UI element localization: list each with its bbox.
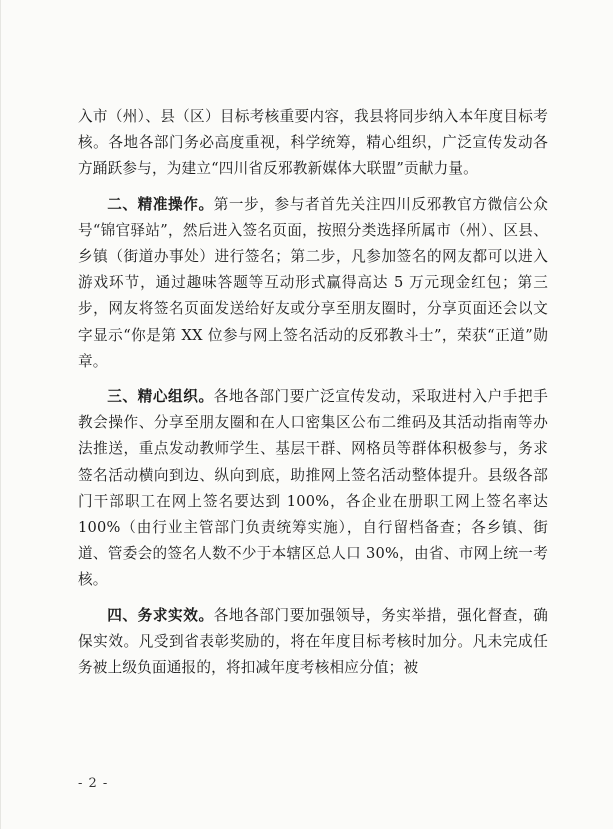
paragraph-text: 第一步，参与者首先关注四川反邪教官方微信公众号“锦官驿站”，然后进入签名页面，按照分类选择所属市（州）、区县、乡镇（街道办事处）进行签名；第二步，凡参加签名的网友都可以进入游戏环节，通过趣味答题等互动形式赢得高达 5 万元现金红包；第三步，网友将签名页面发送给好友或分享至朋友圈时，分享页面还会以文字显示“你是第 XX 位参与网上签名活动的反邪教斗士”，荣获“正道”勋章。 bbox=[78, 195, 549, 370]
paragraph-careful-organization bbox=[78, 384, 548, 594]
document-body bbox=[78, 104, 548, 690]
section-heading: 四、务求实效。 bbox=[107, 606, 214, 624]
section-heading: 三、精心组织。 bbox=[107, 388, 214, 406]
paragraph-text: 各地各部门要广泛宣传发动，采取进村入户手把手教会操作、分享至朋友圈和在人口密集区公布二维码及其活动指南等办法推送，重点发动教师学生、基层干群、网格员等群体积极参与，务求签名活动横向到边、纵向到底，助推网上签名活动整体提升。县级各部门干部职工在网上签名要达到 100%，各企业在册职工网上签名率达 100%（由行业主管部门负责统筹实施），自行留档备查；各乡镇、街道、管委会的签名人数不少于本辖区总人口 30%，由省、市网上统一考核。 bbox=[78, 388, 549, 589]
paragraph-precise-operation bbox=[78, 192, 548, 375]
section-heading: 二、精准操作。 bbox=[107, 195, 214, 213]
paragraph-text: 入市（州）、县（区）目标考核重要内容，我县将同步纳入本年度目标考核。各地各部门务必高度重视，科学统筹，精心组织，广泛宣传发动各方踊跃参与，为建立“四川省反邪教新媒体大联盟”贡献力量。 bbox=[78, 108, 548, 178]
paragraph-text: 各地各部门要加强领导，务实举措，强化督查，确保实效。凡受到省表彰奖励的，将在年度目标考核时加分。凡未完成任务被上级负面通报的，将扣减年度考核相应分值；被 bbox=[78, 606, 549, 677]
paragraph-seek-results bbox=[78, 603, 548, 682]
paragraph-intro bbox=[78, 104, 548, 183]
page-number: - 2 - bbox=[78, 776, 109, 791]
